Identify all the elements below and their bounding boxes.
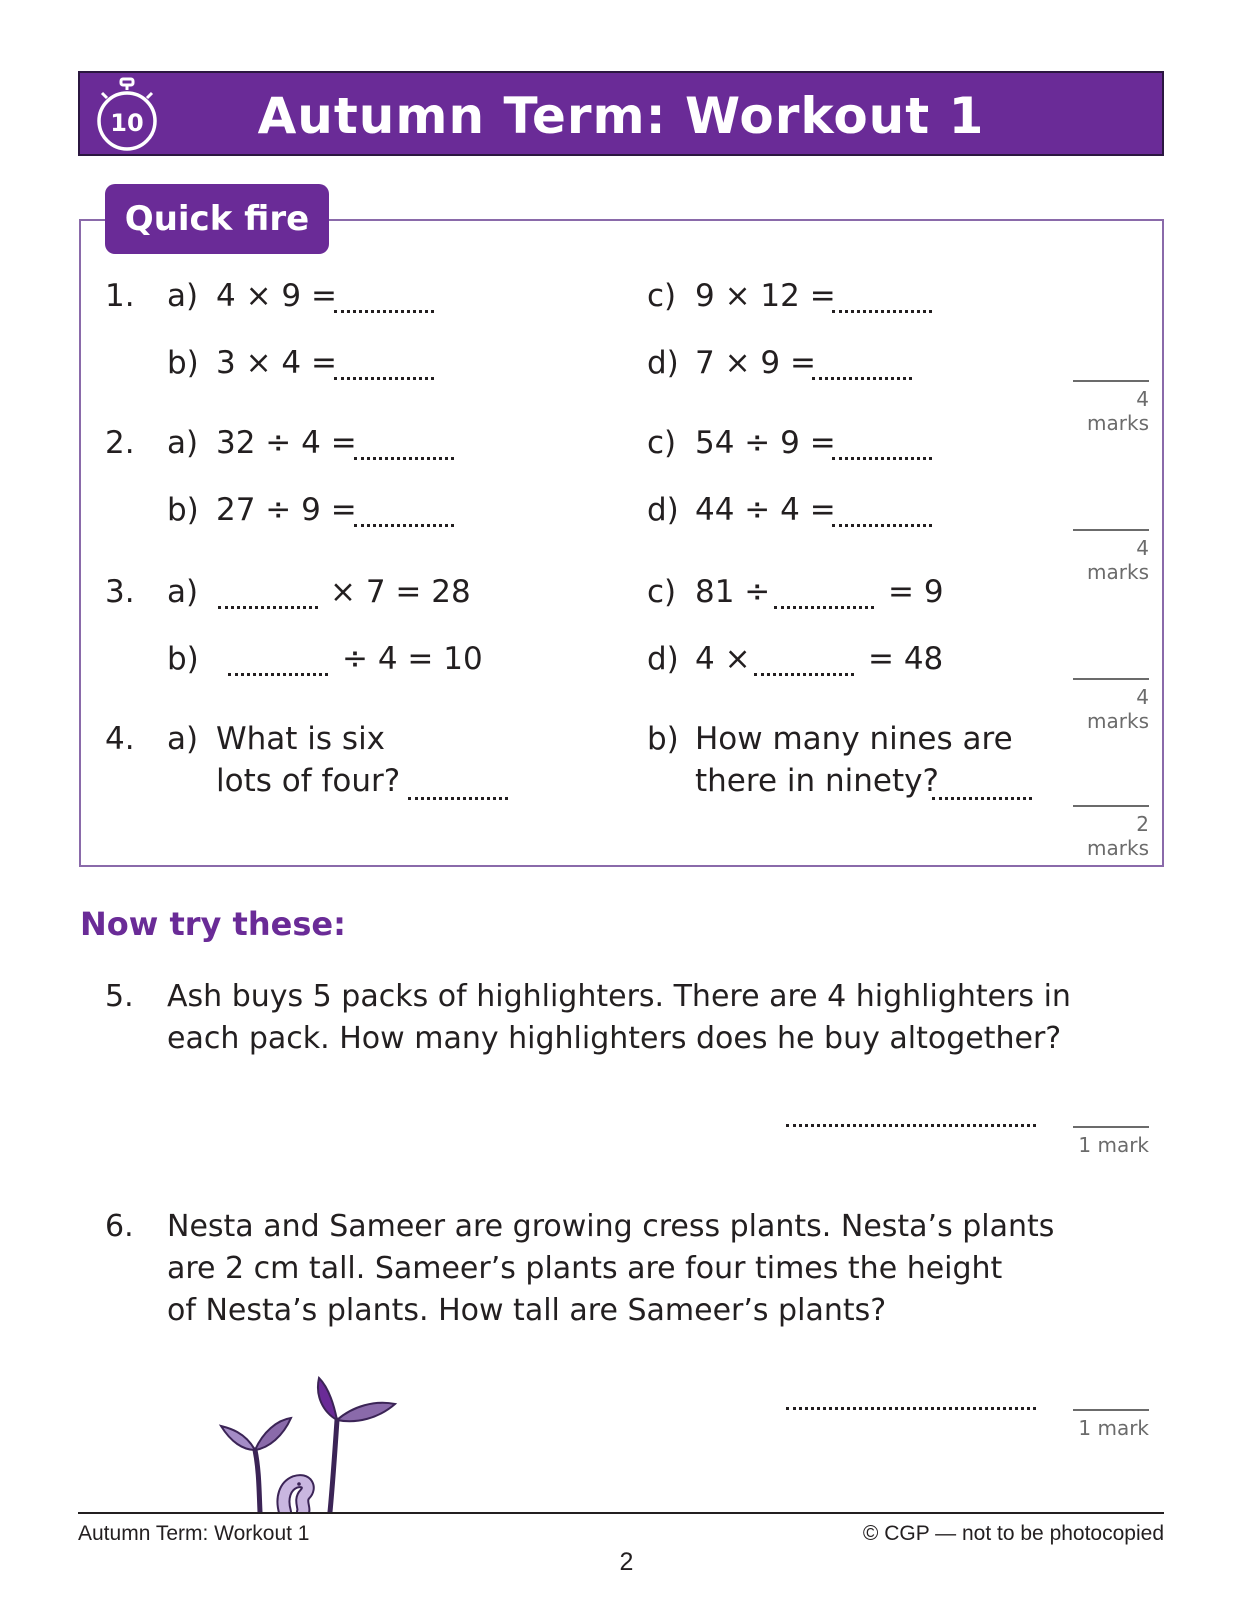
marks-label: 1 mark <box>1078 1416 1149 1440</box>
part-label: a) <box>167 278 199 314</box>
part-label: c) <box>647 278 677 314</box>
part-label: d) <box>647 492 679 528</box>
marks-line <box>1073 380 1149 382</box>
question-text: Ash buys 5 packs of highlighters. There are 4 highlighters in <box>167 979 1071 1014</box>
question-number: 4. <box>105 721 135 757</box>
answer-line[interactable] <box>786 1407 1036 1410</box>
marks-line <box>1073 1126 1149 1128</box>
question-text: 32 ÷ 4 = <box>216 425 357 461</box>
part-label: b) <box>647 721 679 757</box>
part-label: c) <box>647 574 677 610</box>
question-text: 4 × 9 = <box>216 278 337 314</box>
question-text: 54 ÷ 9 = <box>695 425 836 461</box>
marks-label: 4 marks <box>1087 387 1149 435</box>
marks-line <box>1073 805 1149 807</box>
part-label: a) <box>167 721 199 757</box>
answer-line[interactable] <box>354 524 454 527</box>
page-title: Autumn Term: Workout 1 <box>257 87 985 145</box>
answer-line[interactable] <box>354 457 454 460</box>
part-label: d) <box>647 641 679 677</box>
question-text: 44 ÷ 4 = <box>695 492 836 528</box>
part-label: b) <box>167 641 199 677</box>
question-number: 5. <box>105 979 134 1014</box>
question-text: there in ninety? <box>695 763 939 799</box>
part-label: c) <box>647 425 677 461</box>
marks-line <box>1073 678 1149 680</box>
answer-line[interactable] <box>786 1124 1036 1127</box>
part-label: d) <box>647 345 679 381</box>
footer-divider <box>78 1512 1164 1514</box>
question-text: Nesta and Sameer are growing cress plants. Nesta’s plants <box>167 1209 1055 1244</box>
answer-line[interactable] <box>218 606 318 609</box>
footer-left-text: Autumn Term: Workout 1 <box>78 1522 310 1545</box>
answer-line[interactable] <box>774 606 874 609</box>
question-text: = 9 <box>888 574 944 610</box>
answer-line[interactable] <box>334 310 434 313</box>
question-text: = 48 <box>868 641 944 677</box>
part-label: b) <box>167 345 199 381</box>
section-heading: Now try these: <box>80 905 346 943</box>
question-text: 81 ÷ <box>695 574 771 610</box>
question-text: 7 × 9 = <box>695 345 816 381</box>
answer-line[interactable] <box>334 377 434 380</box>
answer-line[interactable] <box>932 797 1032 800</box>
question-number: 2. <box>105 425 135 461</box>
question-number: 3. <box>105 574 135 610</box>
footer-copyright: © CGP — not to be photocopied <box>862 1522 1164 1545</box>
question-text: each pack. How many highlighters does he buy altogether? <box>167 1021 1062 1056</box>
question-text: 9 × 12 = <box>695 278 836 314</box>
question-text: ÷ 4 = 10 <box>342 641 483 677</box>
marks-label: 4 marks <box>1087 536 1149 584</box>
marks-line <box>1073 1409 1149 1411</box>
answer-line[interactable] <box>754 673 854 676</box>
marks-label: 4 marks <box>1087 685 1149 733</box>
marks-label: 2 marks <box>1087 812 1149 860</box>
question-text: What is six <box>216 721 386 757</box>
quick-fire-tab: Quick fire <box>105 184 329 254</box>
marks-line <box>1073 529 1149 531</box>
question-text: lots of four? <box>216 763 401 799</box>
question-text: 27 ÷ 9 = <box>216 492 357 528</box>
part-label: a) <box>167 574 199 610</box>
question-text: 4 × <box>695 641 751 677</box>
timer-label: 10 <box>110 109 144 137</box>
question-text: × 7 = 28 <box>330 574 471 610</box>
title-banner <box>78 71 1164 156</box>
question-text: How many nines are <box>695 721 1013 757</box>
question-number: 6. <box>105 1209 134 1244</box>
marks-label: 1 mark <box>1078 1133 1149 1157</box>
answer-line[interactable] <box>228 673 328 676</box>
question-text: 3 × 4 = <box>216 345 337 381</box>
page-number: 2 <box>619 1548 634 1576</box>
answer-line[interactable] <box>408 797 508 800</box>
question-number: 1. <box>105 278 135 314</box>
cress-plants-illustration <box>215 1370 415 1514</box>
answer-line[interactable] <box>832 457 932 460</box>
question-text: of Nesta’s plants. How tall are Sameer’s plants? <box>167 1293 887 1328</box>
part-label: b) <box>167 492 199 528</box>
part-label: a) <box>167 425 199 461</box>
answer-line[interactable] <box>832 524 932 527</box>
answer-line[interactable] <box>812 377 912 380</box>
question-text: are 2 cm tall. Sameer’s plants are four times the height <box>167 1251 1003 1286</box>
answer-line[interactable] <box>832 310 932 313</box>
